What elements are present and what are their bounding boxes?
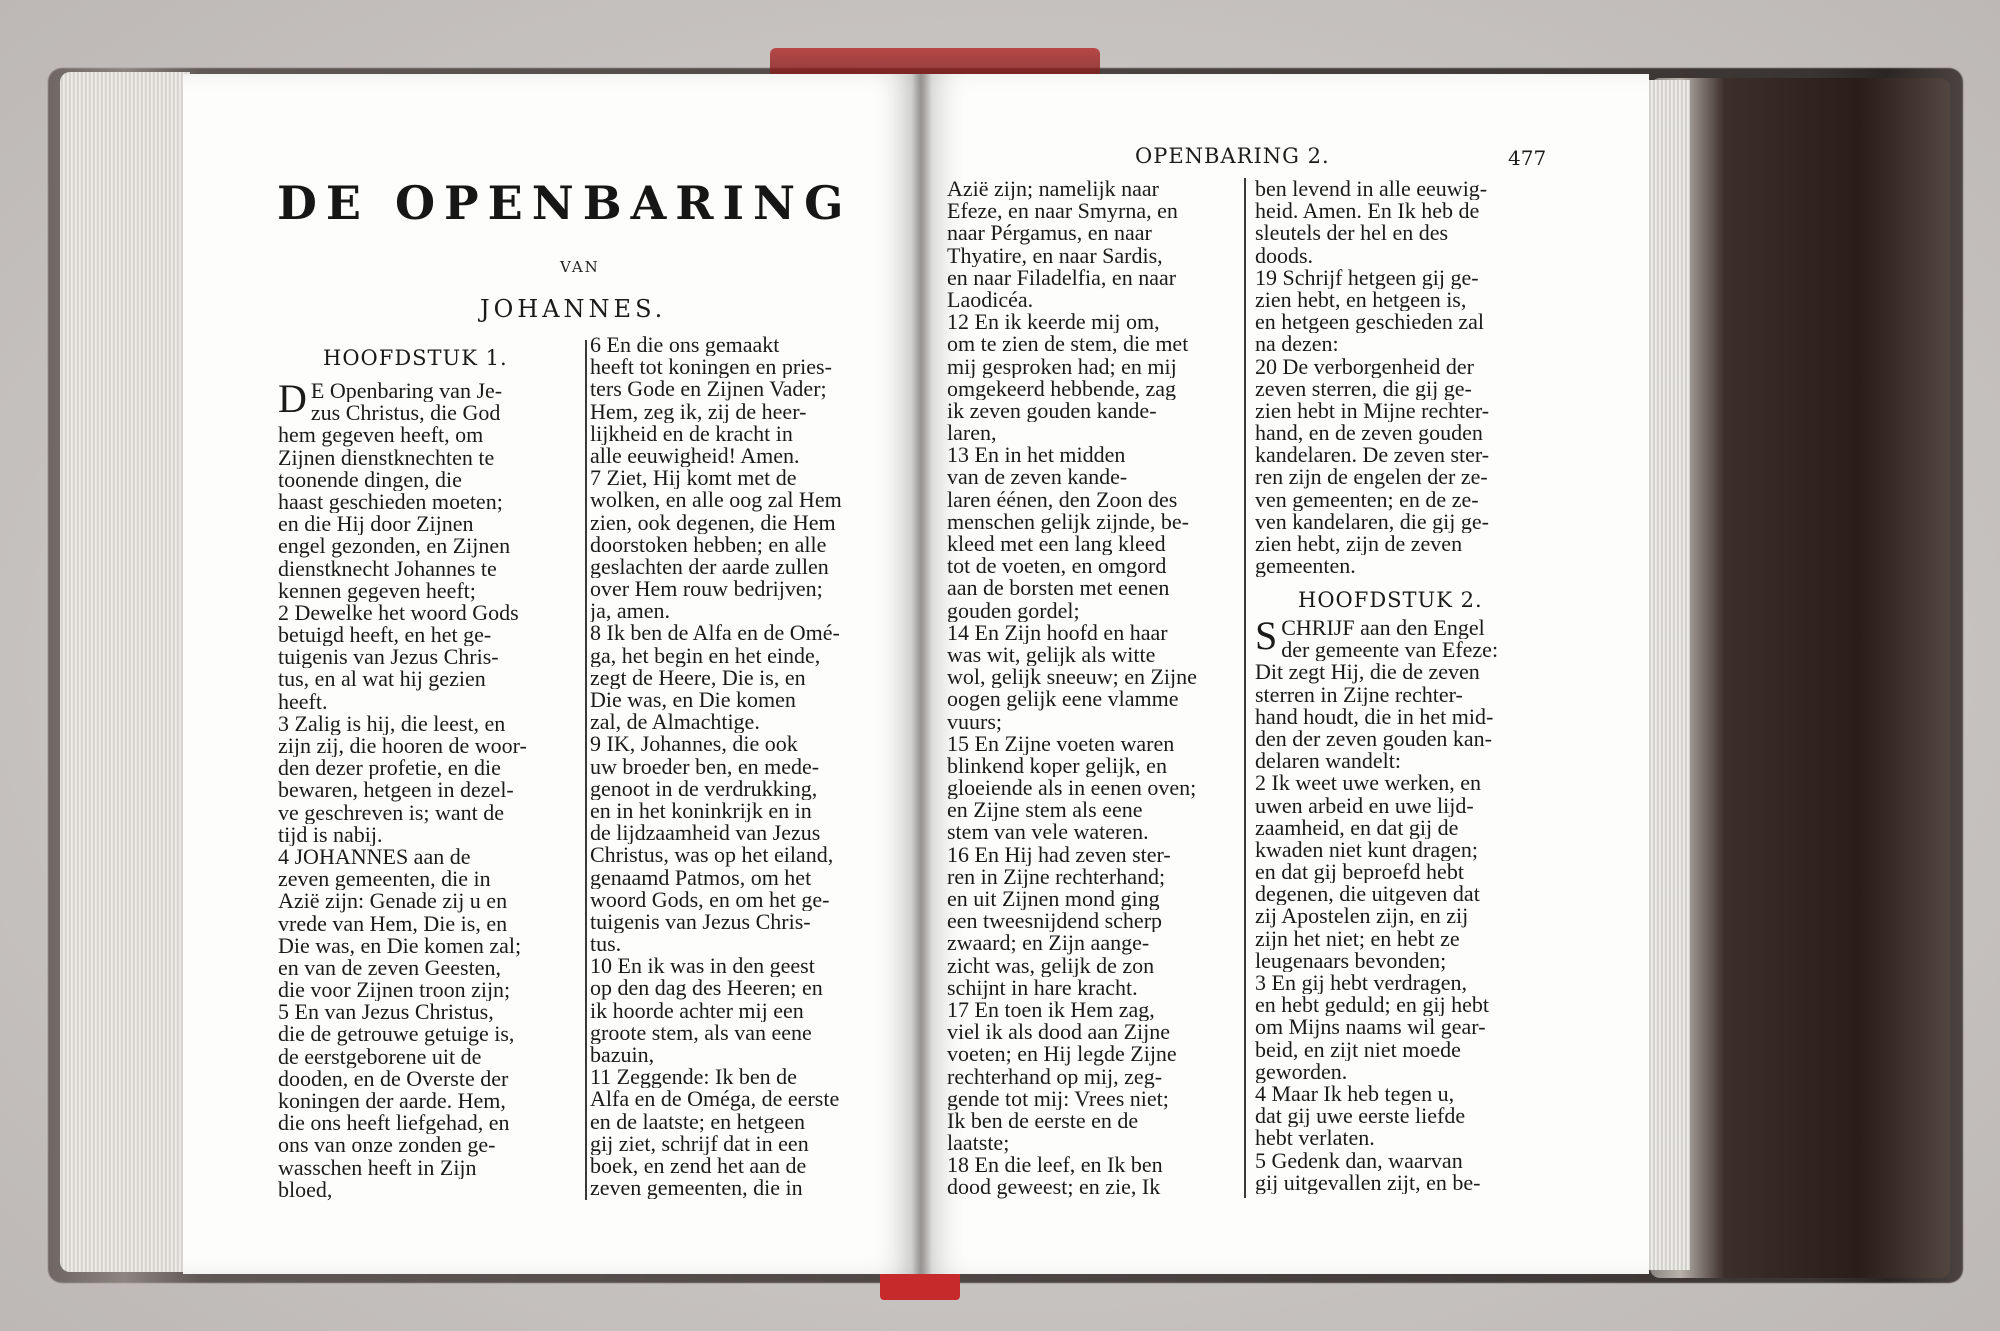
column-rule-left (585, 340, 587, 1200)
text-line: Zijnen dienstknechten te (278, 446, 495, 469)
text-line: kleed met een lang kleed (947, 533, 1166, 556)
text-line: 16 En Hij had zeven ster- (947, 843, 1171, 866)
text-line: menschen gelijk zijnde, be- (947, 510, 1189, 533)
text-line: beid, en zijt niet moede (1255, 1038, 1461, 1061)
text-line: en uit Zijnen mond ging (947, 888, 1160, 911)
text-line: Die was, en Die komen (590, 689, 796, 712)
text-line: en Zijne stem als eene (947, 799, 1143, 822)
text-line: ren zijn de engelen der ze- (1255, 466, 1488, 489)
text-line: en die Hij door Zijnen (278, 513, 474, 536)
text-line: zien hebt, zijn de zeven (1255, 533, 1463, 556)
text-line: den dezer profetie, en die (278, 757, 501, 780)
book-title: DE OPENBARING (277, 176, 853, 230)
text-line: en hebt geduld; en gij hebt (1255, 994, 1489, 1017)
text-line: dooden, en de Overste der (278, 1067, 509, 1090)
text-line: om Mijns naams wil gear- (1255, 1016, 1486, 1039)
text-line: 3 En gij hebt verdragen, (1255, 972, 1467, 995)
text-line: een tweesnijdend scherp (947, 910, 1163, 933)
book-subtitle-van: VAN (560, 258, 600, 276)
text-line: 5 Gedenk dan, waarvan (1255, 1149, 1463, 1172)
text-line: en hetgeen geschieden zal (1255, 311, 1485, 334)
text-line: Thyatire, en naar Sardis, (947, 244, 1163, 267)
text-line: de eerstgeborene uit de (278, 1045, 482, 1068)
text-line: zus Christus, die God (310, 402, 501, 425)
text-line: ven kandelaren, die gij ge- (1255, 510, 1489, 533)
text-line: zien hebt, en hetgeen is, (1255, 288, 1467, 312)
text-line: doorstoken hebben; en alle (590, 533, 827, 556)
text-line: en de laatste; en hetgeen (590, 1110, 806, 1133)
text-line: aan de borsten met eenen (947, 577, 1170, 600)
text-line: tuigenis van Jezus Chris- (278, 646, 499, 669)
text-line: heeft tot koningen en pries- (590, 356, 832, 379)
text-line: kwaden niet kunt dragen; (1255, 838, 1478, 862)
text-line: geworden. (1255, 1060, 1348, 1083)
text-line: die voor Zijnen troon zijn; (278, 979, 511, 1002)
text-line: tus, en al wat hij gezien (278, 668, 486, 691)
text-line: leugenaars bevonden; (1255, 949, 1447, 972)
drop-cap-d: D (278, 380, 307, 421)
text-line: schijnt in hare kracht. (947, 976, 1138, 999)
text-line: Laodicéa. (947, 288, 1034, 312)
text-line: 11 Zeggende: Ik ben de (590, 1066, 797, 1089)
right-column-1 (947, 178, 1247, 1199)
text-line: tot de voeten, en omgord (947, 555, 1167, 578)
text-line: 13 En in het midden (947, 444, 1126, 467)
text-line: 12 En ik keerde mij om, (947, 311, 1160, 334)
text-line: gende tot mij: Vrees niet; (947, 1087, 1169, 1110)
text-line: 17 En toen ik Hem zag, (947, 998, 1155, 1022)
text-line: vrede van Hem, Die is, en (278, 912, 508, 935)
text-line: 6 En die ons gemaakt (590, 334, 780, 357)
text-line: uwen arbeid en uwe lijd- (1255, 794, 1474, 817)
text-line: genaamd Patmos, om het (590, 866, 812, 889)
text-line: lijkheid en de kracht in (590, 422, 793, 445)
right-column-2 (1255, 178, 1555, 577)
text-line: mij gesproken had; en mij (947, 355, 1177, 378)
text-line: zeven gemeenten, die in (278, 868, 491, 891)
text-line: en dat gij beproefd hebt (1255, 861, 1464, 884)
text-line: 18 En die leef, en Ik ben (947, 1154, 1163, 1177)
text-line: tus. (590, 933, 622, 956)
text-line: dood geweest; en zie, Ik (947, 1176, 1161, 1199)
text-line: 5 En van Jezus Christus, (278, 1001, 494, 1024)
page-stack-left (60, 72, 190, 1272)
text-line: ja, amen. (590, 600, 671, 623)
text-line: gloeiende als in eenen oven; (947, 777, 1197, 800)
text-line: gemeenten. (1255, 555, 1356, 578)
text-line: zeven gemeenten, die in (590, 1177, 803, 1200)
text-line: zicht was, gelijk de zon (947, 954, 1155, 977)
text-line: ik hoorde achter mij een (590, 999, 804, 1022)
text-line: zij Apostelen zijn, en zij (1255, 905, 1469, 928)
chapter-heading-2: HOOFDSTUK 2. (1298, 588, 1483, 612)
text-line: 2 Ik weet uwe werken, en (1255, 772, 1482, 795)
text-line: Die was, en Die komen zal; (278, 934, 522, 957)
text-line: laren éénen, den Zoon des (947, 488, 1178, 511)
text-line: zwaard; en Zijn aange- (947, 932, 1150, 955)
column-rule-right (1244, 178, 1246, 1198)
text-line: ven gemeenten; en de ze- (1255, 488, 1479, 511)
text-line: 20 De verborgenheid der (1255, 355, 1474, 378)
text-line: bewaren, hetgeen in dezel- (278, 779, 514, 802)
text-line: 10 En ik was in den geest (590, 955, 815, 978)
text-line: sterren in Zijne rechter- (1255, 683, 1463, 706)
text-line: gij uitgevallen zijt, en be- (1255, 1171, 1481, 1194)
text-line: 3 Zalig is hij, die leest, en (278, 712, 506, 735)
text-line: die ons heeft liefgehad, en (278, 1112, 510, 1135)
text-line: ga, het begin en het einde, (590, 644, 821, 667)
text-line: engel gezonden, en Zijnen (278, 535, 511, 558)
text-line: zegt de Heere, Die is, en (590, 666, 806, 689)
text-line: kennen gegeven heeft; (278, 579, 476, 602)
text-line: wol, gelijk sneeuw; en Zijne (947, 666, 1197, 689)
text-line: tijd is nabij. (278, 823, 383, 846)
text-line: genoot in de verdrukking, (590, 777, 818, 800)
text-line: woord Gods, en om het ge- (590, 888, 830, 911)
text-line: dat gij uwe eerste liefde (1255, 1105, 1466, 1128)
text-line: na dezen: (1255, 333, 1339, 356)
text-line: 7 Ziet, Hij komt met de (590, 467, 797, 490)
text-line: over Hem rouw bedrijven; (590, 578, 823, 601)
text-line: 19 Schrijf hetgeen gij ge- (1255, 266, 1479, 289)
text-line: den der zeven gouden kan- (1255, 727, 1493, 751)
text-line: ters Gode en Zijnen Vader; (590, 378, 827, 401)
text-line: 4 Maar Ik heb tegen u, (1255, 1082, 1455, 1106)
text-line: 15 En Zijne voeten waren (947, 732, 1175, 755)
text-line: gij ziet, schrijf dat in een (590, 1132, 809, 1155)
text-line: sleutels der hel en des (1255, 222, 1449, 245)
text-line: betuigd heeft, en het ge- (278, 624, 492, 647)
text-line: Ik ben de eerste en de (947, 1109, 1139, 1133)
left-column-2 (590, 334, 890, 1199)
text-line: groote stem, als van eene (590, 1021, 812, 1044)
text-line: hem gegeven heeft, om (278, 424, 484, 447)
text-line: geslachten der aarde zullen (590, 555, 829, 579)
text-line: ren in Zijne rechterhand; (947, 865, 1166, 888)
book-author: JOHANNES. (480, 295, 667, 323)
text-line: laatste; (947, 1132, 1010, 1155)
text-line: 9 IK, Johannes, die ook (590, 733, 798, 756)
text-line: heid. Amen. En Ik heb de (1255, 200, 1480, 223)
right-column-2-chapter-2 (1255, 617, 1555, 1194)
text-line: 8 Ik ben de Alfa en de Omé- (590, 622, 840, 645)
text-line: zien hebt in Mijne rechter- (1255, 399, 1490, 423)
text-line: E Openbaring van Je- (310, 380, 503, 403)
text-line: der gemeente van Efeze: (1281, 639, 1499, 662)
text-line: Azië zijn: Genade zij u en (278, 890, 508, 913)
text-line: Efeze, en naar Smyrna, en (947, 200, 1178, 223)
text-line: kandelaren. De zeven ster- (1255, 444, 1490, 467)
book-gutter (912, 74, 932, 1274)
text-line: naar Pérgamus, en naar (947, 222, 1152, 245)
text-line: en van de zeven Geesten, (278, 956, 501, 980)
bookmark-ribbon-bottom (880, 1270, 960, 1300)
text-line: hebt verlaten. (1255, 1127, 1375, 1150)
text-line: zeven sterren, die gij ge- (1255, 377, 1472, 400)
text-line: 4 JOHANNES aan de (278, 845, 471, 869)
text-line: hand houdt, die in het mid- (1255, 705, 1494, 728)
text-line: 2 Dewelke het woord Gods (278, 601, 519, 625)
text-line: viel ik als dood aan Zijne (947, 1021, 1170, 1044)
text-line: ben levend in alle eeuwig- (1255, 178, 1488, 201)
text-line: laren, (947, 422, 997, 445)
text-line: ik zeven gouden kande- (947, 399, 1157, 423)
text-line: gouden gordel; (947, 599, 1080, 622)
left-column-1 (278, 380, 578, 1201)
text-line: en naar Filadelfia, en naar (947, 266, 1177, 289)
text-line: zien, ook degenen, die Hem (590, 511, 836, 534)
text-line: heeft. (278, 690, 328, 713)
text-line: bloed, (278, 1178, 333, 1201)
chapter-heading-1: HOOFDSTUK 1. (323, 346, 508, 370)
text-line: wolken, en alle oog zal Hem (590, 489, 842, 512)
text-line: rechterhand op mij, zeg- (947, 1065, 1163, 1088)
text-line: zal, de Almachtige. (590, 711, 760, 734)
text-line: tuigenis van Jezus Chris- (590, 910, 811, 934)
text-line: was wit, gelijk als witte (947, 643, 1156, 667)
running-head: OPENBARING 2. (1135, 144, 1330, 168)
text-line: Dit zegt Hij, die de zeven (1255, 661, 1480, 684)
text-line: 14 En Zijn hoofd en haar (947, 621, 1168, 644)
text-line: doods. (1255, 244, 1314, 267)
text-line: Christus, was op het eiland, (590, 844, 834, 867)
text-line: Alfa en de Oméga, de eerste (590, 1088, 840, 1111)
text-line: boek, en zend het aan de (590, 1154, 807, 1178)
text-line: degenen, die uitgeven dat (1255, 883, 1480, 906)
text-line: ve geschreven is; want de (278, 801, 505, 824)
text-line: oogen gelijk eene vlamme (947, 688, 1179, 711)
text-line: dienstknecht Johannes te (278, 557, 497, 580)
text-line: zijn zij, die hooren de woor- (278, 735, 527, 758)
text-line: CHRIJF aan den Engel (1281, 617, 1485, 640)
text-line: zaamheid, en dat gij de (1255, 816, 1459, 839)
text-line: vuurs; (947, 710, 1002, 733)
book-spine-edge (1650, 78, 1950, 1278)
text-line: ons van onze zonden ge- (278, 1134, 496, 1157)
text-line: Azië zijn; namelijk naar (947, 178, 1159, 201)
text-line: op den dag des Heeren; en (590, 977, 823, 1000)
text-line: Hem, zeg ik, zij de heer- (590, 400, 807, 423)
text-line: omgekeerd hebbende, zag (947, 377, 1177, 400)
text-line: haast geschieden moeten; (278, 490, 503, 514)
text-line: om te zien de stem, die met (947, 333, 1189, 356)
text-line: koningen der aarde. Hem, (278, 1090, 506, 1113)
text-line: en in het koninkrijk en in (590, 799, 812, 823)
text-line: de lijdzaamheid van Jezus (590, 822, 821, 845)
text-line: toonende dingen, die (278, 468, 462, 491)
text-line: bazuin, (590, 1044, 655, 1067)
text-line: voeten; en Hij legde Zijne (947, 1043, 1177, 1066)
text-line: blinkend koper gelijk, en (947, 754, 1167, 778)
text-line: die de getrouwe getuige is, (278, 1023, 515, 1046)
drop-cap-s: S (1255, 617, 1278, 658)
text-line: zijn het niet; en hebt ze (1255, 927, 1460, 950)
text-line: stem van vele wateren. (947, 821, 1149, 844)
page-number: 477 (1508, 146, 1547, 170)
text-line: delaren wandelt: (1255, 750, 1401, 773)
text-line: alle eeuwigheid! Amen. (590, 444, 800, 468)
text-line: wasschen heeft in Zijn (278, 1156, 477, 1179)
text-line: van de zeven kande- (947, 466, 1128, 489)
text-line: hand, en de zeven gouden (1255, 422, 1483, 445)
text-line: uw broeder ben, en mede- (590, 755, 820, 778)
